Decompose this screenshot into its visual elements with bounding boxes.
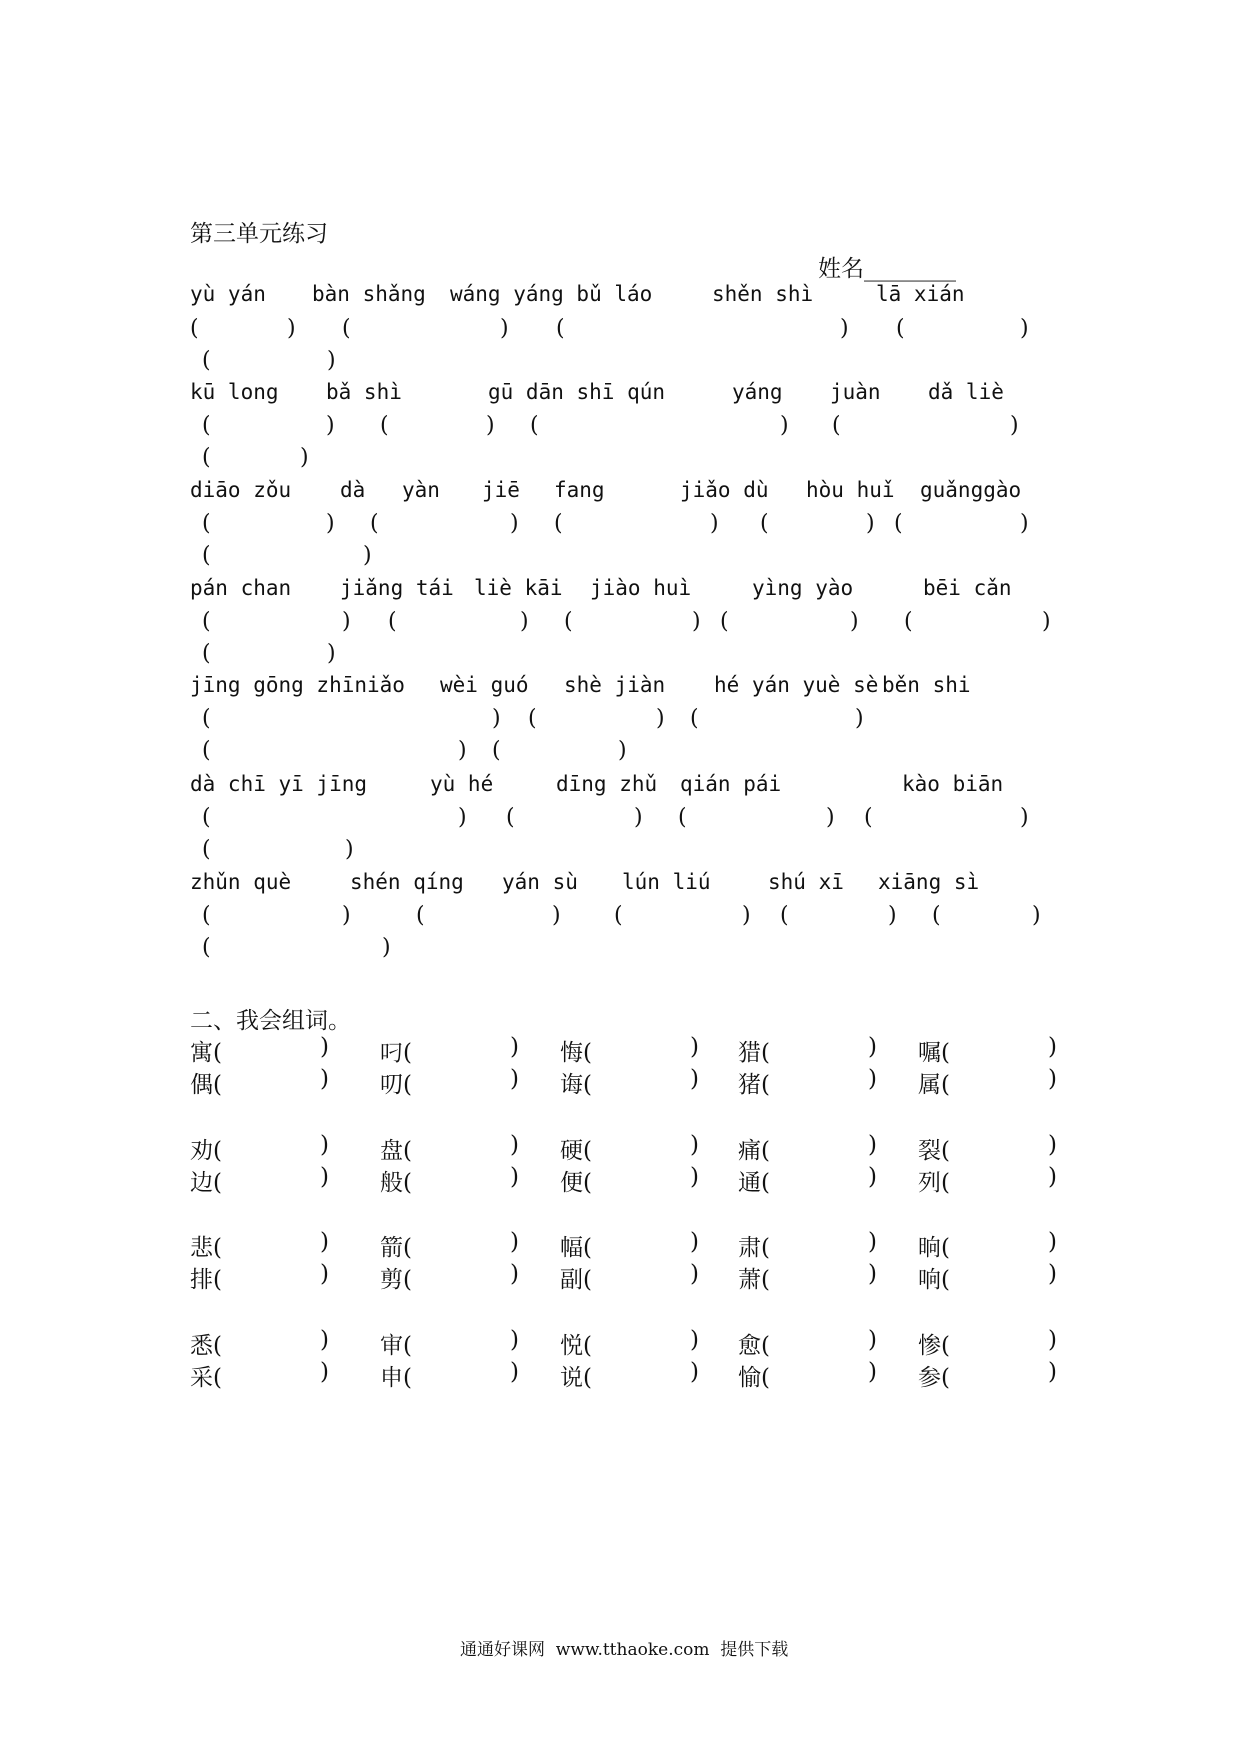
pinyin-word: shè jiàn bbox=[564, 673, 666, 697]
worksheet-title: 第三单元练习 bbox=[190, 221, 328, 247]
close-paren: ) bbox=[458, 738, 467, 763]
character: 寓( bbox=[190, 1040, 222, 1066]
word-blank[interactable] bbox=[560, 1327, 699, 1360]
pinyin-word: kào biān bbox=[902, 772, 1004, 796]
character: 诲( bbox=[560, 1072, 592, 1098]
word-blank[interactable] bbox=[560, 1066, 699, 1099]
close-paren: ) bbox=[342, 903, 351, 928]
character: 般( bbox=[380, 1170, 412, 1196]
pinyin-word: yáng bbox=[732, 380, 783, 404]
close-paren: ) bbox=[382, 935, 391, 960]
word-blank[interactable] bbox=[190, 1066, 329, 1099]
close-paren: ) bbox=[345, 837, 354, 862]
close-paren: ) bbox=[287, 316, 296, 341]
character: 审( bbox=[380, 1333, 412, 1359]
word-blank[interactable] bbox=[918, 1066, 1057, 1099]
open-paren: ( bbox=[690, 706, 699, 731]
close-paren: ) bbox=[1048, 1229, 1057, 1255]
word-blank[interactable] bbox=[738, 1327, 877, 1360]
open-paren: ( bbox=[416, 903, 425, 928]
character: 说( bbox=[560, 1365, 592, 1391]
word-blank[interactable] bbox=[380, 1066, 519, 1099]
character: 叼( bbox=[380, 1040, 412, 1066]
pinyin-word: jiǎng tái bbox=[340, 576, 454, 600]
pinyin-word: běn shi bbox=[882, 673, 971, 697]
close-paren: ) bbox=[510, 1164, 519, 1190]
close-paren: ) bbox=[327, 641, 336, 666]
character: 响( bbox=[918, 1267, 950, 1293]
character: 晌( bbox=[918, 1235, 950, 1261]
close-paren: ) bbox=[780, 413, 789, 438]
word-blank[interactable] bbox=[560, 1034, 699, 1067]
word-blank[interactable] bbox=[380, 1327, 519, 1360]
character: 通( bbox=[738, 1170, 770, 1196]
open-paren: ( bbox=[864, 805, 873, 830]
close-paren: ) bbox=[1048, 1327, 1057, 1353]
character: 属( bbox=[918, 1072, 950, 1098]
character: 偶( bbox=[190, 1072, 222, 1098]
word-blank[interactable] bbox=[738, 1132, 877, 1165]
word-blank[interactable] bbox=[560, 1261, 699, 1294]
open-paren: ( bbox=[530, 413, 539, 438]
section-2-title: 二、我会组词。 bbox=[190, 1008, 351, 1034]
word-blank[interactable] bbox=[380, 1359, 519, 1392]
pinyin-word: bǎ shì bbox=[326, 380, 402, 404]
pinyin-word: hòu huǐ bbox=[806, 478, 895, 502]
close-paren: ) bbox=[1042, 609, 1051, 634]
pinyin-word: wèi guó bbox=[440, 673, 529, 697]
word-blank[interactable] bbox=[918, 1132, 1057, 1165]
pinyin-word: kū long bbox=[190, 380, 279, 404]
close-paren: ) bbox=[690, 1132, 699, 1158]
close-paren: ) bbox=[320, 1164, 329, 1190]
pinyin-word: shěn shì bbox=[712, 282, 814, 306]
pinyin-word: wáng yáng bǔ láo bbox=[450, 282, 653, 306]
pinyin-word: juàn bbox=[830, 380, 881, 404]
close-paren: ) bbox=[690, 1261, 699, 1287]
pinyin-word: fang bbox=[554, 478, 605, 502]
character: 肃( bbox=[738, 1235, 770, 1261]
open-paren: ( bbox=[904, 609, 913, 634]
close-paren: ) bbox=[888, 903, 897, 928]
close-paren: ) bbox=[363, 543, 372, 568]
open-paren: ( bbox=[202, 511, 211, 536]
open-paren: ( bbox=[202, 706, 211, 731]
footer-text: 通通好课网 www.tthaoke.com 提供下载 bbox=[460, 1640, 789, 1660]
character: 副( bbox=[560, 1267, 592, 1293]
close-paren: ) bbox=[320, 1327, 329, 1353]
open-paren: ( bbox=[202, 609, 211, 634]
pinyin-word: pán chan bbox=[190, 576, 292, 600]
character: 裂( bbox=[918, 1138, 950, 1164]
close-paren: ) bbox=[826, 805, 835, 830]
pinyin-word: jīng gōng zhīniǎo bbox=[190, 673, 405, 697]
close-paren: ) bbox=[320, 1261, 329, 1287]
close-paren: ) bbox=[342, 609, 351, 634]
close-paren: ) bbox=[510, 1132, 519, 1158]
word-blank[interactable] bbox=[190, 1327, 329, 1360]
close-paren: ) bbox=[320, 1066, 329, 1092]
close-paren: ) bbox=[868, 1261, 877, 1287]
word-blank[interactable] bbox=[560, 1359, 699, 1392]
word-blank[interactable] bbox=[560, 1132, 699, 1165]
pinyin-word: dǎ liè bbox=[928, 380, 1004, 404]
pinyin-word: guǎnggào bbox=[920, 478, 1022, 502]
close-paren: ) bbox=[868, 1132, 877, 1158]
open-paren: ( bbox=[388, 609, 397, 634]
character: 悦( bbox=[560, 1333, 592, 1359]
character: 采( bbox=[190, 1365, 222, 1391]
close-paren: ) bbox=[327, 348, 336, 373]
open-paren: ( bbox=[614, 903, 623, 928]
open-paren: ( bbox=[492, 738, 501, 763]
close-paren: ) bbox=[1048, 1066, 1057, 1092]
close-paren: ) bbox=[868, 1229, 877, 1255]
word-blank[interactable] bbox=[918, 1359, 1057, 1392]
character: 悲( bbox=[190, 1235, 222, 1261]
word-blank[interactable] bbox=[380, 1132, 519, 1165]
character: 参( bbox=[918, 1365, 950, 1391]
word-blank[interactable] bbox=[190, 1229, 329, 1262]
open-paren: ( bbox=[202, 543, 211, 568]
word-blank[interactable] bbox=[918, 1164, 1057, 1197]
close-paren: ) bbox=[868, 1066, 877, 1092]
close-paren: ) bbox=[1020, 316, 1029, 341]
close-paren: ) bbox=[320, 1359, 329, 1385]
character: 便( bbox=[560, 1170, 592, 1196]
close-paren: ) bbox=[300, 445, 309, 470]
close-paren: ) bbox=[690, 1066, 699, 1092]
character: 申( bbox=[380, 1365, 412, 1391]
close-paren: ) bbox=[692, 609, 701, 634]
close-paren: ) bbox=[320, 1229, 329, 1255]
open-paren: ( bbox=[202, 641, 211, 666]
close-paren: ) bbox=[510, 1066, 519, 1092]
close-paren: ) bbox=[320, 1132, 329, 1158]
open-paren: ( bbox=[932, 903, 941, 928]
close-paren: ) bbox=[1048, 1164, 1057, 1190]
close-paren: ) bbox=[868, 1164, 877, 1190]
open-paren: ( bbox=[202, 935, 211, 960]
word-blank[interactable] bbox=[190, 1261, 329, 1294]
pinyin-word: jiǎo dù bbox=[680, 478, 769, 502]
name-field[interactable]: 姓名________ bbox=[818, 256, 956, 282]
character: 愈( bbox=[738, 1333, 770, 1359]
character: 惨( bbox=[918, 1333, 950, 1359]
pinyin-word: lún liú bbox=[622, 870, 711, 894]
word-blank[interactable] bbox=[190, 1034, 329, 1067]
character: 叨( bbox=[380, 1072, 412, 1098]
pinyin-word: jiē bbox=[482, 478, 520, 502]
close-paren: ) bbox=[1048, 1261, 1057, 1287]
close-paren: ) bbox=[850, 609, 859, 634]
character: 剪( bbox=[380, 1267, 412, 1293]
pinyin-word: dà bbox=[340, 478, 366, 502]
close-paren: ) bbox=[500, 316, 509, 341]
close-paren: ) bbox=[486, 413, 495, 438]
word-blank[interactable] bbox=[918, 1229, 1057, 1262]
word-blank[interactable] bbox=[738, 1261, 877, 1294]
word-blank[interactable] bbox=[738, 1066, 877, 1099]
close-paren: ) bbox=[1032, 903, 1041, 928]
close-paren: ) bbox=[492, 706, 501, 731]
close-paren: ) bbox=[710, 511, 719, 536]
word-blank[interactable] bbox=[190, 1164, 329, 1197]
word-blank[interactable] bbox=[560, 1229, 699, 1262]
pinyin-word: yìng yào bbox=[752, 576, 854, 600]
close-paren: ) bbox=[690, 1164, 699, 1190]
close-paren: ) bbox=[840, 316, 849, 341]
open-paren: ( bbox=[528, 706, 537, 731]
word-blank[interactable] bbox=[738, 1229, 877, 1262]
pinyin-word: qián pái bbox=[680, 772, 782, 796]
close-paren: ) bbox=[510, 1327, 519, 1353]
close-paren: ) bbox=[868, 1034, 877, 1060]
close-paren: ) bbox=[326, 511, 335, 536]
close-paren: ) bbox=[510, 1229, 519, 1255]
close-paren: ) bbox=[1010, 413, 1019, 438]
word-blank[interactable] bbox=[380, 1229, 519, 1262]
pinyin-word: dà chī yī jīng bbox=[190, 772, 368, 796]
close-paren: ) bbox=[326, 413, 335, 438]
open-paren: ( bbox=[506, 805, 515, 830]
close-paren: ) bbox=[1020, 805, 1029, 830]
pinyin-word: shén qíng bbox=[350, 870, 464, 894]
close-paren: ) bbox=[1020, 511, 1029, 536]
close-paren: ) bbox=[690, 1034, 699, 1060]
close-paren: ) bbox=[742, 903, 751, 928]
open-paren: ( bbox=[202, 413, 211, 438]
close-paren: ) bbox=[868, 1359, 877, 1385]
close-paren: ) bbox=[634, 805, 643, 830]
character: 箭( bbox=[380, 1235, 412, 1261]
pinyin-word: zhǔn què bbox=[190, 870, 292, 894]
pinyin-word: xiāng sì bbox=[878, 870, 980, 894]
word-blank[interactable] bbox=[918, 1034, 1057, 1067]
word-blank[interactable] bbox=[380, 1261, 519, 1294]
pinyin-word: bàn shǎng bbox=[312, 282, 426, 306]
pinyin-word: lā xián bbox=[876, 282, 965, 306]
close-paren: ) bbox=[510, 511, 519, 536]
close-paren: ) bbox=[320, 1034, 329, 1060]
close-paren: ) bbox=[510, 1261, 519, 1287]
close-paren: ) bbox=[690, 1359, 699, 1385]
word-blank[interactable] bbox=[918, 1327, 1057, 1360]
word-blank[interactable] bbox=[738, 1359, 877, 1392]
pinyin-word: yàn bbox=[402, 478, 440, 502]
pinyin-word: shú xī bbox=[768, 870, 844, 894]
open-paren: ( bbox=[554, 511, 563, 536]
close-paren: ) bbox=[690, 1327, 699, 1353]
character: 猎( bbox=[738, 1040, 770, 1066]
open-paren: ( bbox=[896, 316, 905, 341]
word-blank[interactable] bbox=[738, 1034, 877, 1067]
word-blank[interactable] bbox=[738, 1164, 877, 1197]
open-paren: ( bbox=[894, 511, 903, 536]
character: 硬( bbox=[560, 1138, 592, 1164]
open-paren: ( bbox=[380, 413, 389, 438]
pinyin-word: jiào huì bbox=[590, 576, 692, 600]
character: 边( bbox=[190, 1170, 222, 1196]
open-paren: ( bbox=[678, 805, 687, 830]
character: 萧( bbox=[738, 1267, 770, 1293]
word-blank[interactable] bbox=[380, 1164, 519, 1197]
pinyin-word: yán sù bbox=[502, 870, 578, 894]
open-paren: ( bbox=[564, 609, 573, 634]
word-blank[interactable] bbox=[190, 1132, 329, 1165]
open-paren: ( bbox=[780, 903, 789, 928]
word-blank[interactable] bbox=[380, 1034, 519, 1067]
close-paren: ) bbox=[1048, 1034, 1057, 1060]
open-paren: ( bbox=[190, 316, 199, 341]
close-paren: ) bbox=[618, 738, 627, 763]
pinyin-word: gū dān shī qún bbox=[488, 380, 666, 404]
pinyin-word: yù hé bbox=[430, 772, 494, 796]
open-paren: ( bbox=[202, 903, 211, 928]
character: 嘱( bbox=[918, 1040, 950, 1066]
character: 痛( bbox=[738, 1138, 770, 1164]
pinyin-word: hé yán yuè sè bbox=[714, 673, 879, 697]
open-paren: ( bbox=[202, 348, 211, 373]
character: 猪( bbox=[738, 1072, 770, 1098]
close-paren: ) bbox=[656, 706, 665, 731]
character: 悉( bbox=[190, 1333, 222, 1359]
open-paren: ( bbox=[832, 413, 841, 438]
pinyin-word: yù yán bbox=[190, 282, 266, 306]
character: 愉( bbox=[738, 1365, 770, 1391]
character: 劝( bbox=[190, 1138, 222, 1164]
close-paren: ) bbox=[866, 511, 875, 536]
open-paren: ( bbox=[202, 445, 211, 470]
character: 幅( bbox=[560, 1235, 592, 1261]
close-paren: ) bbox=[1048, 1359, 1057, 1385]
close-paren: ) bbox=[520, 609, 529, 634]
close-paren: ) bbox=[458, 805, 467, 830]
open-paren: ( bbox=[202, 805, 211, 830]
pinyin-word: dīng zhǔ bbox=[556, 772, 658, 796]
close-paren: ) bbox=[1048, 1132, 1057, 1158]
character: 盘( bbox=[380, 1138, 412, 1164]
character: 排( bbox=[190, 1267, 222, 1293]
close-paren: ) bbox=[510, 1034, 519, 1060]
character: 悔( bbox=[560, 1040, 592, 1066]
pinyin-word: bēi cǎn bbox=[923, 576, 1012, 600]
pinyin-word: liè kāi bbox=[474, 576, 563, 600]
open-paren: ( bbox=[202, 837, 211, 862]
open-paren: ( bbox=[342, 316, 351, 341]
open-paren: ( bbox=[720, 609, 729, 634]
close-paren: ) bbox=[868, 1327, 877, 1353]
open-paren: ( bbox=[556, 316, 565, 341]
close-paren: ) bbox=[552, 903, 561, 928]
close-paren: ) bbox=[690, 1229, 699, 1255]
close-paren: ) bbox=[855, 706, 864, 731]
open-paren: ( bbox=[370, 511, 379, 536]
word-blank[interactable] bbox=[560, 1164, 699, 1197]
open-paren: ( bbox=[202, 738, 211, 763]
open-paren: ( bbox=[760, 511, 769, 536]
word-blank[interactable] bbox=[190, 1359, 329, 1392]
pinyin-word: diāo zǒu bbox=[190, 478, 292, 502]
close-paren: ) bbox=[510, 1359, 519, 1385]
word-blank[interactable] bbox=[918, 1261, 1057, 1294]
character: 列( bbox=[918, 1170, 950, 1196]
